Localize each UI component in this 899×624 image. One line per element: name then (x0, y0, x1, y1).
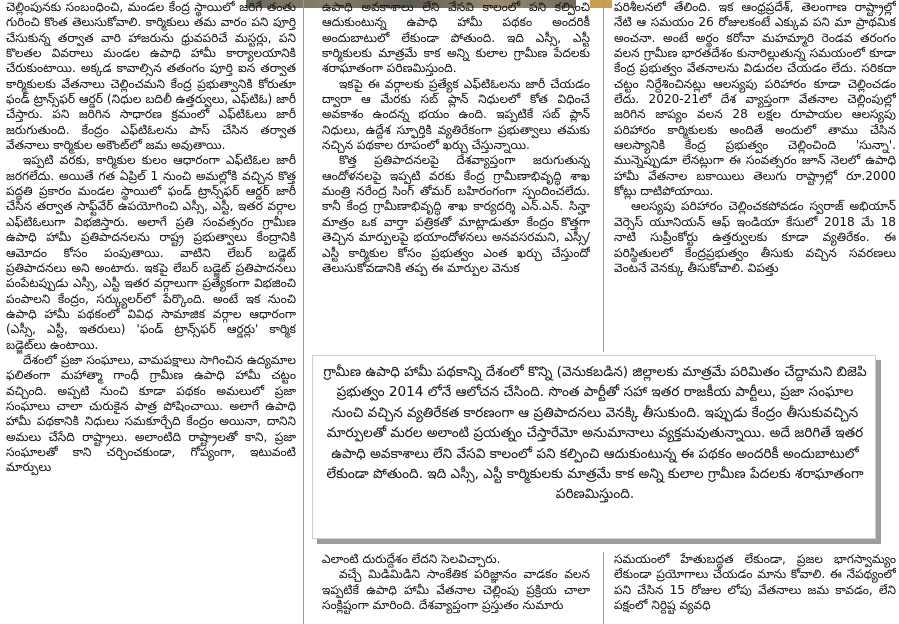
article-paragraph: చెల్లింపునకు సంబంధించి, మండల కేంద్ర స్థాయిలో జరిగే తంతు గురించి కొంత తెలుసుకోవాలి. కార్మికులు తమ వారం పని పూర్తి చేసుకున్న తర్వాత వారి హాజరును ధ్రువపరిచే మస్టర్లు, పని కొలతల వివరాలు మండల ఉపాధి హామీ కార్యాలయానికి చేరుకుంటాయి. అక్కడ కావాల్సిన తతంగం పూర్తి ఐన తర్వాత కార్మికులకు వేతనాలు చెల్లించమని కేంద్ర ప్రభుత్వానికి కోరుతూ ఫండ్ ట్రాన్స్‌ఫర్ ఆర్డర్ (నిధుల బదిలీ ఉత్తర్వులు, ఎఫ్‌టిఓ) జారీ చేస్తారు. పని జరిగిన సాధారణ క్రమంలో ఎఫ్‌టిఓలు జారీ జరుగుతుంది. కేంద్రం ఎఫ్‌టిఓలను పాస్ చేసిన తర్వాత వేతనాలు కార్మికుల అకౌంట్‌లో జమ అవుతాయి. (6, 0, 296, 153)
article-column-3-continued (614, 552, 896, 624)
article-paragraph: దేశంలో ప్రజా సంఘాలు, వామపక్షాలు సాగించిన ఉద్యమాల ఫలితంగా మహాత్మా గాంధీ గ్రామీణ ఉపాధి హామీ చట్టం వచ్చింది. అప్పటి నుంచి కూడా పథకం అమలులో ప్రజా సంఘాలు చాలా చురుకైన పాత్ర పోషించాయి. అలాగే ఉపాధి హామీ పథకానికి నిధులు సమకూర్చేది కేంద్రం అయినా, దానిని అమలు చేసేది రాష్ట్రాలు. అలాంటిది రాష్ట్రాలతో కాని, ప్రజా సంఘాలతో కాని చర్చించకుండా, గోప్యంగా, ఇటువంటి మార్పులు (6, 352, 296, 475)
article-paragraph: ఎలాంటి దురుద్దేశం లేదని సెలవిచ్చారు. (322, 552, 501, 566)
article-paragraph: కొత్త ప్రతిపాదనలపై దేశవ్యాప్తంగా జరుగుతున్న ఆందోళనలపై ఇప్పటి వరకు కేంద్ర గ్రామీణాభివృద్ధి శాఖ మంత్రి నరేంద్ర సింగ్ తోమర్ బహిరంగంగా స్పందించలేదు. కానీ కేంద్ర గ్రామీణాభివృద్ధి శాఖ కార్యదర్శి ఎన్.ఎన్. సిన్హా మాత్రం ఒక వార్తా పత్రికతో మాట్లాడుతూ కేంద్రం కొత్తగా తెచ్చిన మార్పులపై భయాందోళనలు అనవసరమని, ఎస్సీ/ఎస్టీ కార్మికుల కోసం ప్రభుత్వం ఎంత ఖర్చు చేస్తుందో తెలుసుకోవడానికి తప్ప ఈ మార్పుల వెనుక (322, 153, 590, 275)
article-paragraph: ఆలస్యపు పరిహారం చెల్లించకపోవడం స్వరాజ్ అభియాన్ వెర్సెస్ యూనియన్ ఆఫ్ ఇండియా కేసులో 2018 మే 18 నాటి సుప్రీంకోర్టు ఉత్తర్వులకు కూడా వ్యతిరేకం. ఈ పరిస్థితులలో కేంద్రప్రభుత్వం తీసుకు వచ్చిన సవరణలు వెంటనే వెనక్కు తీసుకోవాలి. విపత్తు (614, 199, 896, 275)
article-photo-edge-accent (590, 0, 612, 8)
article-paragraph: సమయంలో హేతుబద్ధత లేకుండా, ప్రజల భాగస్వామ్యం లేకుండా ప్రయోగాలు చేయడం మాను కోవాలి. ఈ నేపథ్యంలో పని చేసిన 15 రోజుల లోపు వేతనాలు జమ కావడం, లేని పక్షంలో నిర్దిష్ట వ్యవధి (614, 552, 896, 613)
article-paragraph: ఇప్పటి వరకు, కార్మికుల కులం ఆధారంగా ఎఫ్‌టిఓల జారీ జరగలేదు. అయితే గత ఏప్రిల్ 1 నుంచి అమల్లోకి వచ్చిన కొత్త పద్ధతి ప్రకారం మండల స్థాయిలో ఫండ్ ట్రాన్స్‌ఫర్ ఆర్డర్ జారీ చేసిన తర్వాత సాఫ్ట్‌వేర్ ఉపయోగించి ఎస్సీ, ఎస్టీ, ఇతర వర్గాల ఎఫ్‌టిఓలుగా విభజిస్తారు. అలాగే ప్రతి సంవత్సరం గ్రామీణ ఉపాధి హామీ ప్రతిపాదనలను రాష్ట్ర ప్రభుత్వాలు కేంద్రానికి ఆమోదం కోసం పంపుతాయి. వాటిని లేబర్ బడ్జెట్ ప్రతిపాదనలు అని అంటారు. ఇకపై లేబర్ బడ్జెట్ ప్రతిపాదనలు పంపేటప్పుడు ఎస్సీ, ఎస్టీ ఇతర వర్గాలుగా ప్రత్యేకంగా విభజించి పంపాలని కేంద్రం, సర్క్యులర్‌లో పేర్కొంది. అంటే ఇక నుంచి ఉపాధి హామీ పథకంలో వివిధ సామాజిక వర్గాల ఆధారంగా (ఎస్సీ, ఎస్టీ, ఇతరులు) 'ఫండ్ ట్రాన్స్‌ఫర్ ఆర్డర్లు' కార్మిక బడ్జెట్‌లు ఉంటాయి. (6, 153, 296, 352)
article-paragraph: ఉపాధి అవకాశాలు లేని వేసవి కాలంలో పని కల్పించి ఆదుకుంటున్న ఉపాధి హామీ పథకం అందరికీ అందుబాటులో లేకుండా పోతుంది. ఇది ఎస్సీ, ఎస్టీ కార్మికులకు మాత్రమే కాక అన్ని కులాల గ్రామీణ పేదలకు శరాఘాతంగా పరిణమిస్తుంది. (322, 0, 590, 76)
article-column-3 (614, 0, 896, 352)
article-paragraph: ఇకపై ఈ వర్గాలకు ప్రత్యేక ఎఫ్‌టిఓలను జారీ చేయడం ద్వారా ఆ మేరకు సబ్ ప్లాన్ నిధులలో కోత విధించే అవకాశం ఉందన్న భయం ఉంది. ఇప్పటికే సబ్ ప్లాన్ నిధులు, ఉద్దేశ స్ఫూర్తికి వ్యతిరేకంగా ప్రభుత్వాలు తమకు నచ్చిన పథకాల రూపంలో ఖర్చు చేస్తున్నాయి. (322, 76, 590, 153)
article-column-2 (322, 0, 590, 352)
pull-quote-text: గ్రామీణ ఉపాధి హామీ పథకాన్ని దేశంలో కొన్ని (వెనుకబడిన) జిల్లాలకు మాత్రమే పరిమితం చేద్దామని బిజెపి ప్రభుత్వం 2014 లోనే ఆలోచన చేసింది. సొంత పార్టీతో సహా ఇతర రాజకీయ పార్టీలు, ప్రజా సంఘాల నుంచి వచ్చిన వ్యతిరేకత కారణంగా ఆ ప్రతిపాదనలు వెనక్కి తీసుకుంది. ఇప్పుడు కేంద్రం తీసుకువచ్చిన మార్పులతో మరల అలాంటి ప్రయత్నం చేస్తారేమో అనుమానాలు వ్యక్తమవుతున్నాయి. అదే జరిగితే ఇతర ఉపాధి అవకాశాలు లేని వేసవి కాలంలో పని కల్పించి ఆదుకుంటున్న ఈ పథకం అందరికీ అందుబాటులో లేకుండా పోతుంది. ఇది ఎస్సీ, ఎస్టీ కార్మికులకు మాత్రమే కాక అన్ని కులాల గ్రామీణ పేదలకు శరాఘాతంగా పరిణమిస్తుంది. (323, 364, 867, 503)
pull-quote-box (312, 355, 876, 539)
article-column-2-continued (322, 552, 590, 624)
article-column-1 (6, 0, 296, 624)
article-paragraph: పరిశీలనలో తేలింది. ఇక ఆంధ్రప్రదేశ్, తెలంగాణ రాష్ట్రాల్లో నేటి ఆ సమయం 26 రోజులకంటే ఎక్కువ పని మా ప్రాథమిక అంచనా. అంటే అర్థం కరోనా మహమ్మారి రెండవ తరంగం వలన గ్రామీణ భారతదేశం కునారిల్లుతున్న సమయంలో కూడా కేంద్ర ప్రభుత్వం వేతనాలను విడుదల చేయడం లేదు. సరికదా చట్టం నిర్దేశించినట్లు ఆలస్యపు పరిహారం కూడా చెల్లించడం లేదు. 2020-21లో దేశ వ్యాప్తంగా వేతనాల చెల్లింపుల్లో జరిగిన జాప్యం వలన 28 లక్షల రూపాయల ఆలస్యపు పరిహారం కార్మికులకు అందితే అందులో తాము చేసిన ఆలస్యానికి కేంద్ర ప్రభుత్వం చెల్లించింది 'సున్నా'. మున్నెప్పుడూ లేనట్లుగా ఈ సంవత్సరం జూన్ నెలలో ఉపాధి హామీ వేతనాల బకాయిలు తెలుగు రాష్ట్రాల్లో రూ.2000 కోట్లు దాటిపోయాయి. (614, 0, 896, 199)
column-rule (603, 0, 604, 352)
article-paragraph: వచ్చే మిడిమిడిని సాంకేతిక పరిజ్ఞానం వాడకం వలన ఇప్పటికే ఉపాధి హామీ వేతనాల చెల్లింపు ప్రక్రియ చాలా సంక్లిష్టంగా మారింది. దేశవ్యాప్తంగా ప్రస్తుతం నుమారు (322, 567, 590, 613)
column-rule (303, 0, 304, 624)
column-rule (603, 552, 604, 624)
